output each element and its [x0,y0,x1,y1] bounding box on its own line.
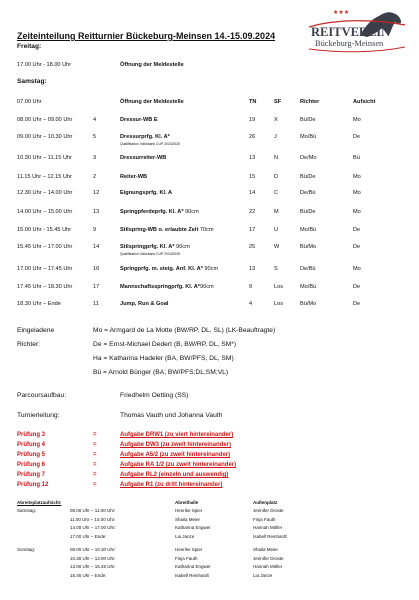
schedule-row [0,266,419,276]
task-equals: = [93,432,97,438]
row-sf: N [274,155,279,161]
warmup-outside: Jennifer Droste [253,508,284,513]
task-aufgabe: Aufgabe DW3 (zu zweit hintereinander) [120,442,232,448]
warmup-inside: Lia Janze [175,533,195,539]
row-richter: De/Mo [300,155,317,161]
row-number: 12 [93,190,100,196]
row-time: 09.00 Uhr – 10.30 Uhr [17,134,73,140]
row-number: 4 [93,117,97,123]
header-richter: Richter [300,99,320,105]
header-time: 07.00 Uhr [17,99,42,105]
warmup-inside: Katharina Engwer [175,564,211,569]
row-event-height: 90cm [202,266,219,272]
warmup-col-inside: Abreithalle [175,500,199,505]
row-event-height: 90cm [183,209,199,215]
row-number: 9 [93,227,97,233]
row-aufsicht: Mo [353,266,361,272]
task-equals: = [93,442,97,448]
row-sf: Los [274,301,284,307]
friday-event: Öffnung der Meldestelle [120,62,184,68]
row-number: 16 [93,266,100,272]
schedule-row [0,301,419,311]
warmup-outside: Hannah Möller [253,525,283,530]
warmup-time: 14.00 Uhr – 17.00 Uhr: [70,525,116,530]
row-qualification-note: Qualifikation Volksbank CUP 2024/2025 [120,142,181,146]
row-event [120,227,214,233]
course-label: Parcoursaufbau: [17,392,67,399]
row-event [120,266,218,272]
saturday-heading: Samstag: [17,78,47,85]
task-pruefung: Prüfung 3 [17,432,45,438]
row-event-name: Dressurreiter-WB [120,155,167,161]
row-event [120,301,168,307]
warmup-day: Sonntag: [17,547,36,552]
warmup-inside: Henrike Spier [175,508,203,513]
warmup-col-outside: Außenplatz [253,500,278,505]
task-pruefung: Prüfung 7 [17,472,45,478]
row-aufsicht: De [353,284,361,290]
warmup-inside: Isabell Reinhardt [175,572,209,578]
row-richter: Bü/Mo [300,301,317,307]
row-sf: J [274,134,277,140]
row-number: 5 [93,134,97,140]
warmup-time: 08.00 Uhr – 11.00 Uhr: [70,508,116,513]
warmup-inside: Shaila Meier [175,516,201,522]
schedule-row [0,190,419,200]
row-aufsicht: De [353,244,361,250]
row-sf: S [274,266,278,272]
task-pruefung: Prüfung 6 [17,462,45,468]
schedule-row [0,155,419,165]
row-tn: 17 [249,227,256,233]
row-number: 2 [93,174,97,180]
row-event [120,244,190,250]
schedule-row [0,117,419,127]
row-sf: D [274,174,279,180]
row-event [120,190,172,196]
management-value: Thomas Vauth und Johanna Vauth [120,412,223,419]
warmup-time: 10.30 Uhr – 13.00 Uhr: [70,555,116,561]
row-richter: Bü/De [300,209,316,215]
row-sf: W [274,244,280,250]
row-time: 12.30 Uhr – 14.00 Uhr [17,190,73,196]
schedule-header [0,99,419,109]
row-event-name: Dressurprfg. Kl. A* [120,134,170,140]
logo-stars: ★★★ [333,9,350,16]
schedule-row [0,227,419,237]
row-time: 15.45 Uhr – 17.00 Uhr [17,244,73,250]
row-number: 3 [93,155,97,161]
row-qualification-note: Qualifikation Volksbank CUP 2024/2025 [120,252,181,256]
row-number: 13 [93,209,100,215]
row-sf: C [274,190,279,196]
warmup-outside: Jennifer Droste [253,555,284,561]
row-event-name: Mannschaftsspringprfg. Kl. A* [120,284,200,290]
row-event-height: 90cm [199,284,214,290]
row-richter: Bü/Mo [300,244,317,250]
row-aufsicht: Mo [353,190,361,196]
judge-line: De = Ernst-Michael Dedert (B, BW/RP, DL, SM*) [93,341,237,348]
row-number: 14 [93,244,100,250]
row-aufsicht: Mo [353,117,361,123]
row-time: 17.00 Uhr – 17.45 Uhr [17,266,73,272]
row-time: 08.00 Uhr – 09.00 Uhr [17,117,73,123]
schedule-row [0,134,419,144]
task-equals: = [93,472,97,478]
row-event-name: Stilspringprfg. Kl. A* [120,244,175,250]
header-tn: TN [249,99,257,105]
logo-word: REITVEREIN [311,25,391,39]
task-equals: = [93,452,97,458]
row-tn: 13 [249,155,256,161]
row-event-name: Springprfg. m. steig. Anf. Kl. A* [120,266,203,272]
warmup-outside: Lia Janze [253,572,273,578]
warmup-inside: Katharina Engwer [175,525,211,530]
logo-place: Bückeburg-Meinsen [315,39,384,48]
warmup-inside: Finja Fauth [175,555,198,561]
judge-line: Mo = Armgard de La Motte (BW/RP, DL, SL) (LK-Beauftragte) [93,327,276,334]
row-richter: Bü/De [300,117,316,123]
task-pruefung: Prüfung 4 [17,442,45,448]
row-aufsicht: De [353,301,361,307]
warmup-label: Abreiteplatzaufsicht: [17,500,62,505]
header-aufsicht: Aufsicht [353,99,376,105]
task-aufgabe: Aufgabe A5/2 (zu zweit hintereinander) [120,452,231,458]
row-event-name: Jump, Run & Goal [120,301,169,307]
row-number: 11 [93,301,99,307]
row-event-name: Springpferdeprfg. Kl. A* [120,209,184,215]
row-event [120,117,158,123]
row-event-name: Dressur-WB E [120,117,158,123]
row-sf: M [274,209,279,215]
row-tn: 14 [249,190,256,196]
schedule-row [0,209,419,219]
warmup-time: 08.00 Uhr – 10.30 Uhr: [70,547,116,552]
warmup-inside: Henrike Spier [175,547,203,552]
row-richter: Bü/De [300,174,316,180]
management-label: Turnierleitung: [17,412,60,419]
row-event [120,155,166,161]
course-value: Friedhelm Oetting (SS) [120,392,189,399]
row-aufsicht: Mo [353,174,361,180]
row-time: 11.15 Uhr – 12.15 Uhr [17,174,72,180]
warmup-outside: Isabell Reinhardt [253,533,287,539]
row-time: 15.00 Uhr - 15.45 Uhr [17,227,72,233]
row-event [120,284,214,290]
judges-label-2: Richter: [17,341,41,348]
row-tn: 25 [249,244,256,250]
row-tn: 9 [249,284,253,290]
row-time: 14.00 Uhr – 15.00 Uhr [17,209,73,215]
row-aufsicht: De [353,227,361,233]
row-aufsicht: De [353,134,361,140]
row-tn: 19 [249,117,256,123]
judges-label-1: Eingeladene [17,327,55,334]
row-event-name: Stilspring-WB o. erlaubte Zeit [120,227,199,233]
row-event [120,209,199,215]
row-event [120,134,170,140]
header-event: Öffnung der Meldestelle [120,99,184,105]
task-aufgabe: Aufgabe R1 (zu dritt hintereinander) [120,482,223,488]
warmup-time: 15.45 Uhr – Ende: [70,572,107,578]
warmup-outside: Shaila Meier [253,547,279,552]
row-time: 10.30 Uhr – 11.15 Uhr [17,155,72,161]
row-tn: 4 [249,301,253,307]
task-aufgabe: Aufgabe RA 1/2 (zu zweit hintereinander) [120,462,237,468]
row-richter: De/Bü [300,190,316,196]
row-richter: De/Bü [300,266,316,272]
task-aufgabe: Aufgabe RL2 (einzeln und auswendig) [120,472,229,478]
task-equals: = [93,482,97,488]
friday-time: 17.00 Uhr - 18.00 Uhr [17,62,72,68]
row-number: 17 [93,284,100,290]
club-logo [305,5,409,53]
row-time: 17.45 Uhr – 18.30 Uhr [17,284,73,290]
row-richter: Mo/Bü [300,134,317,140]
warmup-outside: Finja Fauth [253,516,276,522]
row-event [120,174,147,180]
schedule-row [0,284,419,294]
task-equals: = [93,462,97,468]
page-title: Zeiteinteilung Reitturnier Bückeburg-Meinsen 14.-15.09.2024 [17,31,276,41]
warmup-time: 13.00 Uhr – 15.45 Uhr: [70,564,116,569]
warmup-day: Samstag: [17,508,37,513]
task-pruefung: Prüfung 5 [17,452,45,458]
warmup-outside: Hannah Möller [253,564,283,569]
header-sf: SF [274,99,282,105]
warmup-time: 17.00 Uhr – Ende: [70,533,107,539]
row-sf: X [274,117,278,123]
row-richter: Mo/Bü [300,227,317,233]
row-sf: U [274,227,279,233]
row-tn: 22 [249,209,256,215]
warmup-time: 11.00 Uhr – 14.00 Uhr: [70,516,116,522]
task-pruefung: Prüfung 12 [17,482,49,488]
row-aufsicht: Bü [353,155,360,161]
task-aufgabe: Aufgabe DRW1 (zu viert hintereinander) [120,432,234,438]
schedule-row [0,244,419,254]
row-sf: Los [274,284,284,290]
row-richter: Mo/Bü [300,284,317,290]
row-event-height: 90cm [174,244,190,250]
row-tn: 15 [249,174,256,180]
row-event-height: 70cm [198,227,214,233]
row-aufsicht: Mo [353,209,361,215]
row-time: 18.30 Uhr – Ende [17,301,61,307]
row-tn: 13 [249,266,256,272]
row-tn: 26 [249,134,256,140]
row-event-name: Reiter-WB [120,174,148,180]
judge-line: Bü = Arnold Bünger (BA; BW/PFS;DL;SM;VL) [93,369,229,376]
friday-heading: Freitag: [17,43,42,50]
friday-row [0,62,419,72]
row-event-name: Eignungsprfg. Kl. A [120,190,172,196]
judge-line: Ha = Katharina Hadeler (BA, BW/PFS, DL, SM) [93,355,234,362]
schedule-row [0,174,419,184]
